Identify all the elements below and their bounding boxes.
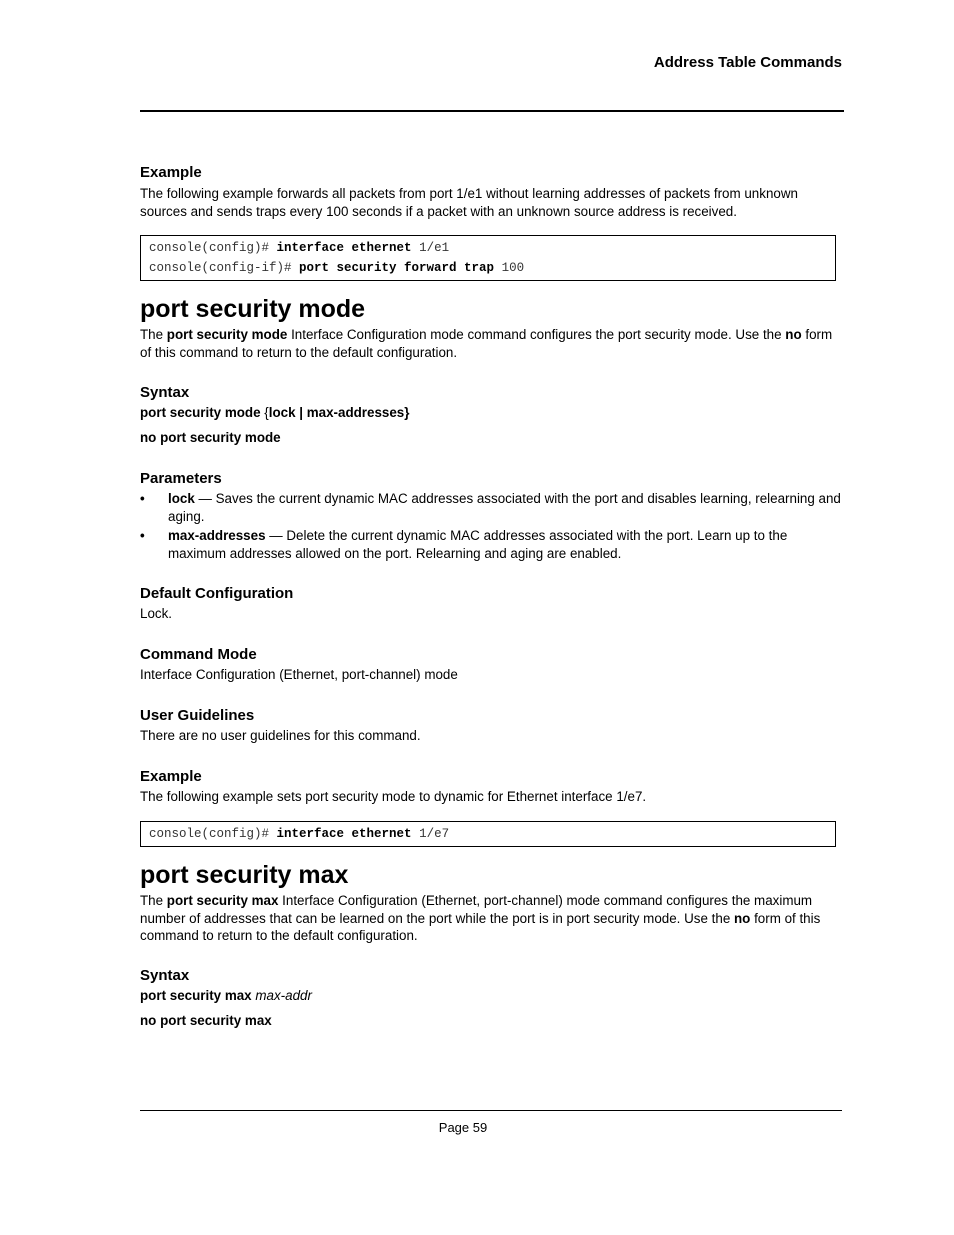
code-line: console(config-if)# port security forward trap 100 xyxy=(149,261,525,275)
code-block xyxy=(140,235,836,281)
syntax-line: port security mode {lock | max-addresses} xyxy=(140,405,410,420)
code-line: console(config)# interface ethernet 1/e1 xyxy=(149,241,450,255)
footer-rule xyxy=(140,1110,842,1111)
syntax-heading: Syntax xyxy=(140,967,190,984)
example-description: The following example forwards all packets from port 1/e1 without learning addresses of packets from unknown sources and sends traps every 100 seconds if a packet with an unknown source address is received. xyxy=(140,186,798,219)
command-mode-heading: Command Mode xyxy=(140,646,257,663)
command-mode-text: Interface Configuration (Ethernet, port-channel) mode xyxy=(140,667,458,682)
parameters-list xyxy=(140,490,842,564)
code-block xyxy=(140,821,836,847)
user-guidelines-heading: User Guidelines xyxy=(140,707,255,724)
list-item: • max-addresses — Delete the current dynamic MAC addresses associated with the port. Learn up to the maximum addresses allowed on the port. Relearning and aging are enabled. xyxy=(140,528,788,561)
header-rule xyxy=(140,110,844,112)
page-number: Page 59 xyxy=(438,1120,488,1135)
list-item: • lock — Saves the current dynamic MAC addresses associated with the port and disables learning, relearning and aging. xyxy=(140,491,841,524)
example-description: The following example sets port security mode to dynamic for Ethernet interface 1/e7. xyxy=(140,789,647,804)
code-line: console(config)# interface ethernet 1/e7 xyxy=(149,827,450,841)
section-title-port-security-mode: port security mode xyxy=(140,295,366,323)
syntax-no-line: no port security max xyxy=(140,1013,272,1028)
example-heading: Example xyxy=(140,768,202,785)
user-guidelines-text: There are no user guidelines for this command. xyxy=(140,728,421,743)
section-title-port-security-max: port security max xyxy=(140,861,349,889)
parameters-heading: Parameters xyxy=(140,470,222,487)
default-config-heading: Default Configuration xyxy=(140,585,294,602)
section-description: The port security max Interface Configuration (Ethernet, port-channel) mode command configures the maximum number of addresses that can be learned on the port while the port is in port security mode. Use the no form of this command to return to the default configuration. xyxy=(140,893,821,943)
syntax-no-line: no port security mode xyxy=(140,430,281,445)
syntax-heading: Syntax xyxy=(140,384,190,401)
running-header-title: Address Table Commands xyxy=(653,54,842,71)
section-description: The port security mode Interface Configuration mode command configures the port security mode. Use the no form of this command to return to the default configuration. xyxy=(140,327,833,360)
syntax-line: port security max max-addr xyxy=(140,988,312,1003)
example-heading: Example xyxy=(140,164,202,181)
default-config-text: Lock. xyxy=(140,606,173,621)
